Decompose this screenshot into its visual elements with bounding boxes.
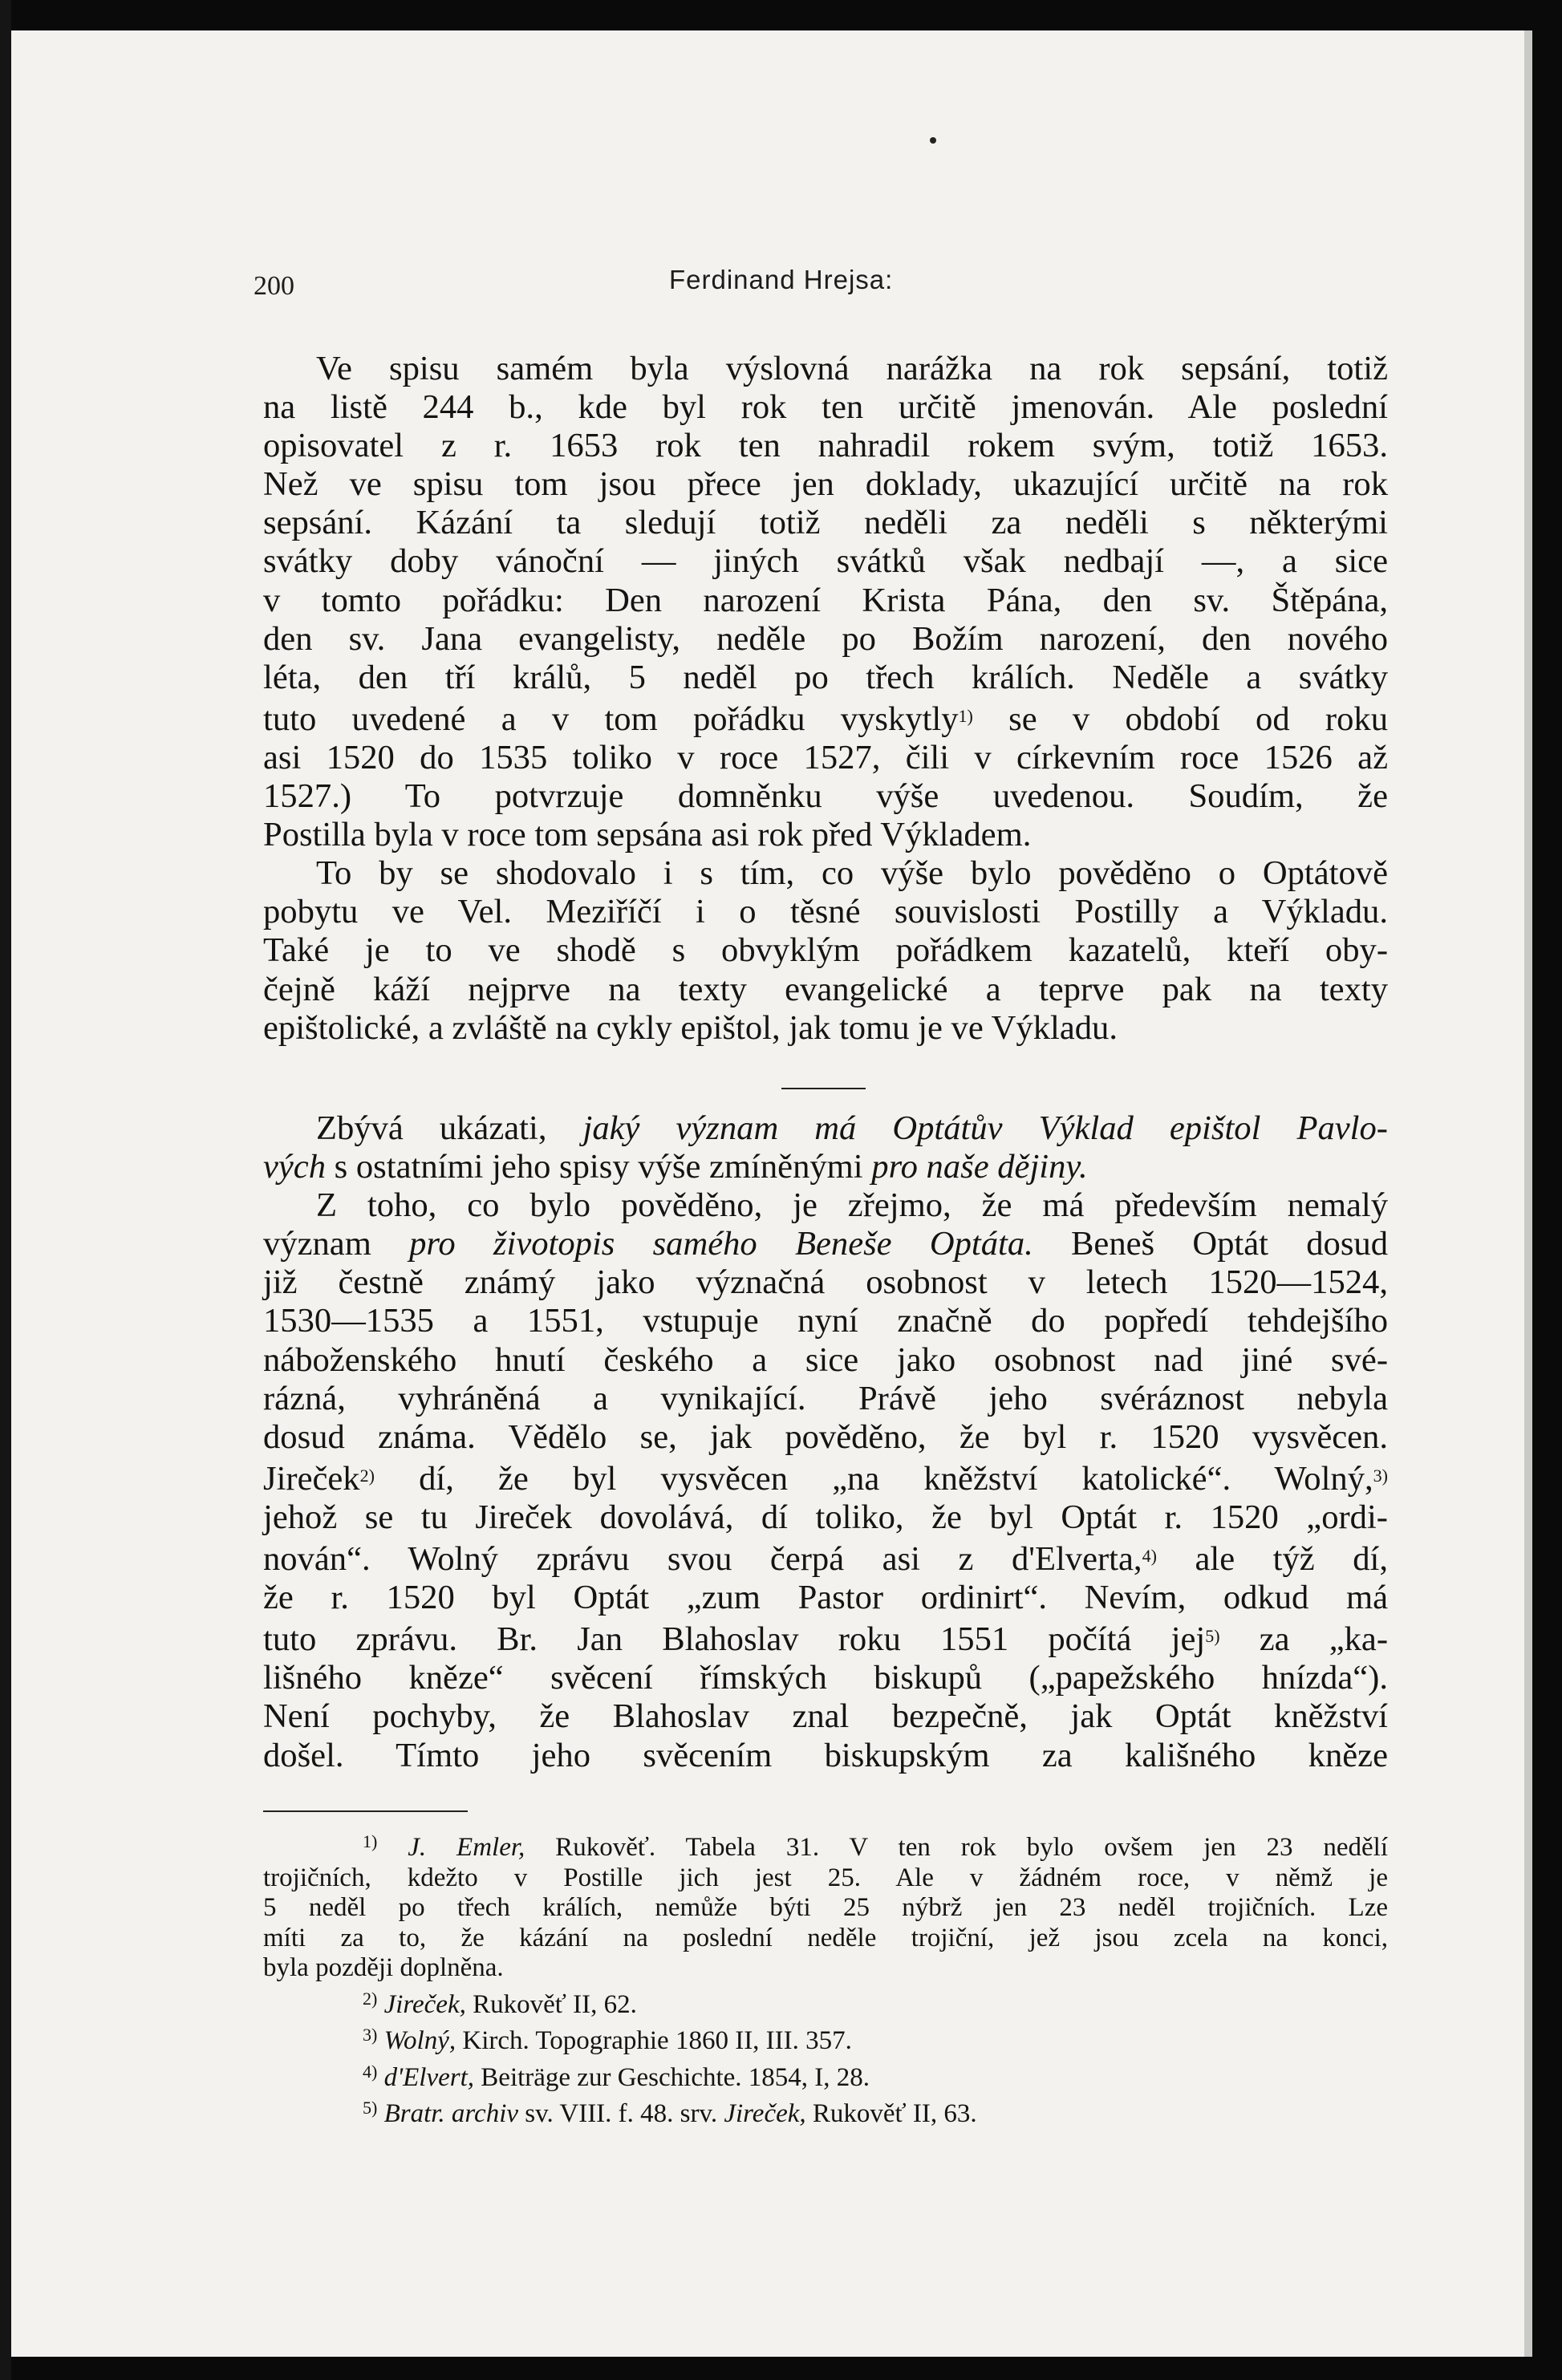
text-line: rázná, vyhráněná a vynikající. Právě jeho svéráznost nebyla [263,1379,1388,1417]
section-divider [781,1088,866,1089]
text-line: dosud známa. Vědělo se, jak pověděno, že byl r. 1520 vysvěcen. [263,1417,1388,1456]
text-line [263,697,1388,739]
text-line [263,1537,1388,1579]
text-line [263,1617,1388,1659]
text-line [263,1109,1388,1148]
text-segment: se v období od roku [972,699,1388,738]
ink-speck [930,137,936,144]
text-segment: tuto zprávu. Br. Jan Blahoslav roku 1551 počítá jej [263,1620,1206,1659]
footnote-text: Rukověť II, 62. [465,1989,637,2019]
text-line: 1527.) To potvrzuje domněnku výše uvedenou. Soudím, že [263,777,1388,816]
text-line: již čestně známý jako význačná osobnost v letech 1520—1524, [263,1263,1388,1302]
footnote-divider [263,1810,468,1812]
text-line: sepsání. Kázání ta sledují totiž neděli za neděli s některými [263,504,1388,542]
footnote-author: d'Elvert, [383,2062,475,2092]
italic-phrase: pro naše dějiny. [871,1148,1088,1186]
text-line [263,1225,1388,1263]
text-segment: význam [263,1225,410,1263]
text-segment: Jireček [263,1459,360,1498]
text-line: Z toho, co bylo pověděno, je zřejmo, že má především nemalý [316,1186,1388,1225]
footnote-ref-4: 4) [1142,1546,1157,1567]
footnote-2 [263,1984,1388,2021]
text-line: svátky doby vánoční — jiných svátků však nedbají —, a sice [263,542,1388,581]
text-segment: Zbývá ukázati, [316,1109,583,1147]
footnote-ref-3: 3) [1373,1465,1388,1486]
footnote-text: Rukověť II, 63. [805,2099,977,2128]
text-line: Není pochyby, že Blahoslav znal bezpečně, jak Optát kněžství [263,1697,1388,1736]
footnote-marker: 2) [363,1988,378,2009]
text-line: asi 1520 do 1535 toliko v roce 1527, čili v církevním roce 1526 až [263,738,1388,776]
footnote-text: Rukověť. Tabela 31. V ten rok bylo ovšem jen 23 nedělí [525,1833,1389,1862]
text-line [263,1148,1388,1186]
text-line: náboženského hnutí českého a sice jako osobnost nad jiné své- [263,1340,1388,1379]
footnote-text: sv. VIII. f. 48. srv. [518,2099,724,2128]
text-line: na listě 244 b., kde byl rok ten určitě jmenován. Ale poslední [263,388,1388,427]
italic-phrase: pro životopis samého Beneše Optáta. [409,1225,1033,1263]
footnote-ref-1: 1) [958,705,973,726]
running-header [11,265,1524,311]
text-segment: nován“. Wolný zprávu svou čerpá asi z d'Elverta, [263,1540,1142,1579]
text-segment: tuto uvedené a v tom pořádku vyskytly [263,699,959,738]
text-line: Než ve spisu tom jsou přece jen doklady, ukazující určitě na rok [263,465,1388,504]
footnote-ref-5: 5) [1205,1626,1220,1647]
paragraph [263,350,1388,854]
scan-left-edge [0,0,11,2380]
footnote-ref-2: 2) [359,1465,375,1486]
footnote-line: trojičních, kdežto v Postille jich jest 25. Ale v žádném roce, v němž je [263,1863,1388,1892]
footnote-author: Jireček, [383,1989,466,2019]
footnote-1 [263,1827,1388,1863]
scan-right-edge [1524,30,1532,2357]
body-text-top [263,350,1388,1048]
footnotes [263,1827,1388,2130]
paragraph [263,1109,1388,1186]
text-line: došel. Tímto jeho svěcením biskupským za kališného kněze [263,1736,1388,1774]
text-line: léta, den tří králů, 5 neděl po třech králích. Neděle a svátky [263,658,1388,696]
paragraph [263,854,1388,1047]
footnote-4 [263,2057,1388,2094]
text-segment: dí, že byl vysvěcen „na kněžství katolické“. Wolný, [374,1459,1373,1498]
footnote-marker: 4) [363,2061,378,2082]
text-line: že r. 1520 byl Optát „zum Pastor ordinirt“. Nevím, odkud má [263,1579,1388,1617]
text-line: lišného kněze“ svěcení římských biskupů („papežského hnízda“). [263,1659,1388,1697]
footnote-line: byla později doplněna. [263,1953,504,1982]
text-line: 1530—1535 a 1551, vstupuje nyní značně do popředí tehdejšího [263,1302,1388,1340]
text-line: čejně káží nejprve na texty evangelické a teprve pak na texty [263,970,1388,1008]
text-segment: s ostatními jeho spisy výše zmíněnými [326,1148,872,1186]
text-line: Postilla byla v roce tom sepsána asi rok před Výkladem. [263,816,1032,854]
footnote-5 [263,2093,1388,2130]
text-segment: ale týž dí, [1156,1540,1389,1579]
italic-phrase: jaký význam má Optátův Výklad epištol Pavlo- [582,1109,1388,1147]
italic-phrase: vých [263,1148,327,1186]
text-segment: Beneš Optát dosud [1033,1225,1388,1263]
text-line: To by se shodovalo i s tím, co výše bylo pověděno o Optátově [316,854,1388,893]
paragraph [263,1186,1388,1774]
footnote-marker: 3) [363,2025,378,2045]
page-number: 200 [254,271,294,301]
footnote-marker: 1) [363,1831,378,1851]
footnote-text: Beiträge zur Geschichte. 1854, I, 28. [474,2062,870,2092]
footnote-author: Jireček, [724,2099,806,2128]
text-line: v tomto pořádku: Den narození Krista Pána, den sv. Štěpána, [263,581,1388,619]
text-segment: za „ka- [1219,1620,1388,1659]
text-line: Ve spisu samém byla výslovná narážka na rok sepsání, totiž [316,350,1388,387]
text-line: epištolické, a zvláště na cykly epištol, jak tomu je ve Výkladu. [263,1008,1118,1047]
text-line: opisovatel z r. 1653 rok ten nahradil rokem svým, totiž 1653. [263,427,1388,465]
text-line: jehož se tu Jireček dovolává, dí toliko, že byl Optát r. 1520 „ordi- [263,1498,1388,1536]
footnote-author: Wolný, [383,2026,456,2055]
running-title: Ferdinand Hrejsa: [669,265,894,294]
footnote-3 [263,2020,1388,2057]
footnote-author: J. Emler, [408,1833,525,1862]
footnote-marker: 5) [363,2098,378,2118]
footnote-line: míti za to, že kázání na poslední neděle trojiční, jež jsou zcela na konci, [263,1923,1388,1952]
text-line: Také je to ve shodě s obvyklým pořádkem kazatelů, kteří oby- [263,931,1388,970]
text-line: den sv. Jana evangelisty, neděle po Božím narození, den nového [263,619,1388,658]
footnote-author: Bratr. archiv [383,2099,519,2128]
footnote-line: 5 neděl po třech králích, nemůže býti 25 nýbrž jen 23 neděl trojičních. Lze [263,1893,1388,1922]
footnote-text: Kirch. Topographie 1860 II, III. 357. [456,2026,852,2055]
text-line [263,1457,1388,1498]
text-line: pobytu ve Vel. Meziříčí i o těsné souvislosti Postilly a Výkladu. [263,893,1388,931]
body-text-bottom [263,1109,1388,1775]
book-page [11,30,1524,2357]
